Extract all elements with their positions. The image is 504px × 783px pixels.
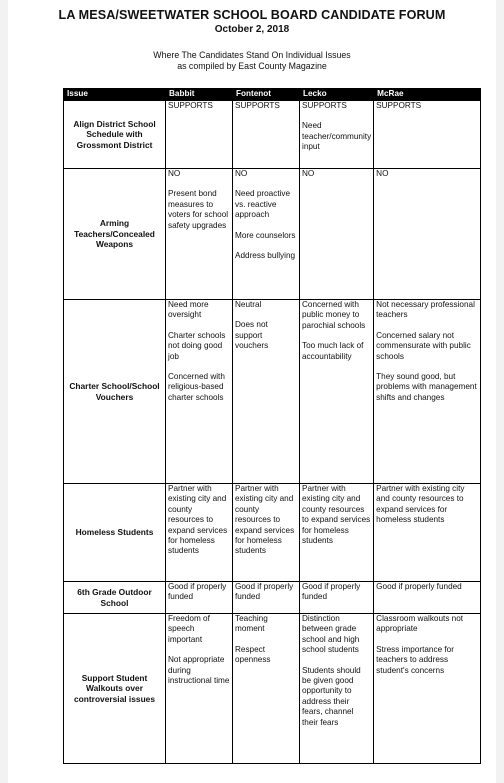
position-text: Need proactive vs. reactive approach: [235, 189, 291, 220]
position-text: Need teacher/community input: [302, 121, 372, 152]
position-cell-mcrae: [374, 484, 481, 582]
position-text: Good if properly funded: [376, 582, 462, 591]
position-text: Partner with existing city and county resources to expand services for homeless students: [235, 484, 295, 556]
position-text: Respect openness: [235, 644, 271, 665]
position-text: Freedom of speech important: [168, 614, 210, 644]
table-row: [64, 300, 481, 484]
document-subtitle: [8, 50, 496, 72]
position-cell-babbit: [166, 101, 233, 169]
position-text: Partner with existing city and county resources to expand services for homeless students: [302, 484, 371, 546]
issue-cell: Homeless Students: [64, 484, 166, 582]
paragraph-gap: [302, 331, 371, 341]
header-babbit: Babbit: [166, 89, 233, 101]
position-text: Not necessary professional teachers: [376, 300, 475, 320]
position-text: Partner with existing city and county resources to expand services for homeless students: [168, 484, 228, 556]
position-cell-babbit: [166, 582, 233, 614]
position-cell-fontenot: [233, 169, 300, 300]
position-text: NO: [235, 169, 248, 178]
issues-table: [63, 88, 481, 764]
position-cell-lecko: [300, 300, 374, 484]
position-cell-fontenot: [233, 101, 300, 169]
position-cell-fontenot: [233, 300, 300, 484]
position-text: They sound good, but problems with management shifts and changes: [376, 372, 477, 402]
position-text: Need more oversight: [168, 300, 209, 320]
paragraph-gap: [376, 362, 478, 372]
issue-cell: Align District School Schedule with Grossmont District: [64, 101, 166, 169]
position-text: Concerned with religious-based charter schools: [168, 372, 225, 402]
table-header-row: [64, 89, 481, 101]
paragraph-gap: [235, 310, 297, 320]
position-text: Classroom walkouts not appropriate: [376, 614, 464, 634]
paragraph-gap: [376, 321, 478, 331]
issue-cell: 6th Grade Outdoor School: [64, 582, 166, 614]
header-issue: Issue: [64, 89, 166, 101]
position-text: Students should be given good opportunity to address their fears, channel their fears: [302, 665, 361, 727]
position-text: Partner with existing city and county resources to expand services for homeless students: [376, 484, 465, 525]
position-text: Stress importance for teachers to address student's concerns: [376, 644, 454, 675]
position-text: Good if properly funded: [235, 582, 294, 602]
subtitle-line-2: as compiled by East County Magazine: [177, 61, 327, 71]
position-text: NO: [168, 169, 181, 178]
page: [8, 0, 496, 783]
header-lecko: Lecko: [300, 89, 374, 101]
table-row: [64, 101, 481, 169]
issue-cell: Support Student Walkouts over controversial issues: [64, 614, 166, 764]
position-text: Concerned with public money to parochial schools: [302, 300, 366, 330]
position-text: SUPPORTS: [376, 101, 422, 110]
position-text: SUPPORTS: [168, 101, 213, 110]
paragraph-gap: [168, 179, 230, 189]
subtitle-line-1: Where The Candidates Stand On Individual Issues: [153, 50, 351, 60]
position-text: NO: [302, 169, 315, 178]
position-text: Not appropriate during instructional time: [168, 655, 230, 686]
table-row: [64, 614, 481, 764]
table-row: [64, 582, 481, 614]
position-text: Present bond measures to voters for school safety upgrades: [168, 189, 229, 230]
position-cell-lecko: [300, 582, 374, 614]
paragraph-gap: [168, 645, 230, 655]
position-cell-fontenot: [233, 614, 300, 764]
position-cell-mcrae: [374, 101, 481, 169]
position-text: Good if properly funded: [168, 582, 227, 602]
issue-cell: Arming Teachers/Concealed Weapons: [64, 169, 166, 300]
position-text: Concerned salary not commensurate with public schools: [376, 330, 471, 361]
position-cell-babbit: [166, 300, 233, 484]
paragraph-gap: [168, 321, 230, 331]
position-text: Charter schools not doing good job: [168, 330, 226, 361]
position-text: Does not support vouchers: [235, 320, 269, 351]
paragraph-gap: [235, 241, 297, 251]
position-cell-lecko: [300, 169, 374, 300]
position-cell-mcrae: [374, 300, 481, 484]
table-row: [64, 484, 481, 582]
position-text: Good if properly funded: [302, 582, 361, 602]
position-cell-mcrae: [374, 169, 481, 300]
paragraph-gap: [302, 656, 371, 666]
paragraph-gap: [235, 221, 297, 231]
position-cell-mcrae: [374, 614, 481, 764]
position-text: Neutral: [235, 300, 262, 309]
position-cell-mcrae: [374, 582, 481, 614]
paragraph-gap: [235, 635, 297, 645]
paragraph-gap: [302, 111, 371, 121]
position-text: Distinction between grade school and high school students: [302, 614, 360, 655]
position-text: More counselors: [235, 230, 296, 240]
position-cell-lecko: [300, 614, 374, 764]
position-cell-lecko: [300, 101, 374, 169]
document-title: LA MESA/SWEETWATER SCHOOL BOARD CANDIDATE FORUM: [58, 8, 446, 22]
table-row: [64, 169, 481, 300]
position-cell-fontenot: [233, 582, 300, 614]
position-cell-babbit: [166, 484, 233, 582]
position-cell-babbit: [166, 169, 233, 300]
document-date: October 2, 2018: [214, 24, 290, 35]
table-body: [64, 101, 481, 764]
header-mcrae: McRae: [374, 89, 481, 101]
position-text: NO: [376, 169, 389, 178]
paragraph-gap: [168, 362, 230, 372]
position-text: SUPPORTS: [302, 101, 347, 110]
position-text: Too much lack of accountability: [302, 341, 364, 361]
paragraph-gap: [235, 179, 297, 189]
position-text: Address bullying: [235, 251, 296, 261]
position-cell-lecko: [300, 484, 374, 582]
position-cell-babbit: [166, 614, 233, 764]
position-cell-fontenot: [233, 484, 300, 582]
position-text: SUPPORTS: [235, 101, 280, 110]
position-text: Teaching moment: [235, 614, 268, 634]
issue-cell: Charter School/School Vouchers: [64, 300, 166, 484]
paragraph-gap: [376, 635, 478, 645]
header-fontenot: Fontenot: [233, 89, 300, 101]
